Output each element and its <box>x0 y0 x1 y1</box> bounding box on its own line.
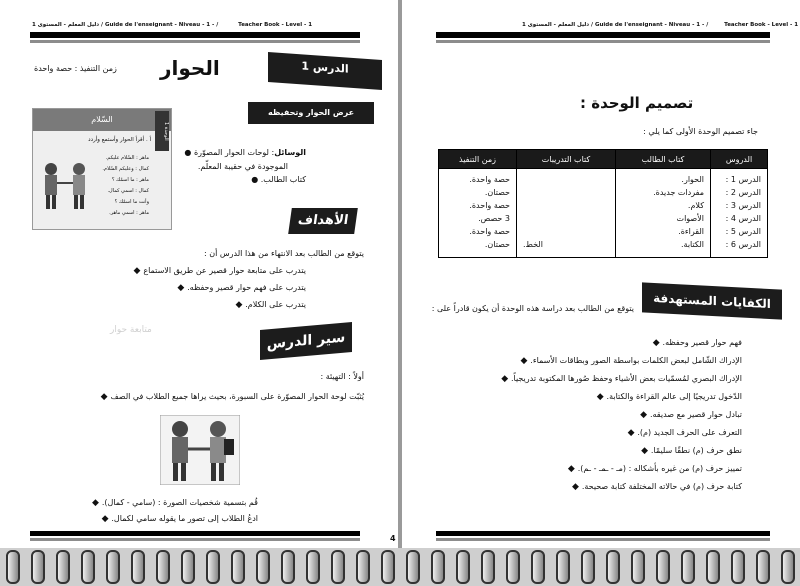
table-header: زمن التنفيذ <box>439 150 517 169</box>
coil-icon <box>231 550 245 584</box>
coil-icon <box>681 550 695 584</box>
left-header-ar: دليل المعلم - المستوى 1 / <box>32 22 104 28</box>
boys-greeting-illustration <box>35 159 97 211</box>
left-header-rule-2 <box>30 40 360 43</box>
coil-icon <box>106 550 120 584</box>
lessons-cell <box>711 169 768 258</box>
coil-icon <box>306 550 320 584</box>
goal-2: يتدرب على فهم حوار قصير وحفظه. ◆ <box>177 281 306 295</box>
competency-item: الإدراك الشّامل لبعض الكلمات بواسطة الصور وبطاقات الأسماء. ◆ <box>520 354 742 368</box>
table-header: كتاب الطالب <box>616 150 711 169</box>
section-present-ribbon: عرض الحوار وتحفيظه <box>248 102 374 124</box>
lesson-item: الدرس 2 : <box>725 188 761 197</box>
bullet-icon <box>184 148 194 157</box>
book-thumb-line: كمال : وعليكم السّلام. <box>102 166 149 172</box>
exercises-item <box>523 199 609 212</box>
table-header: كتاب التدريبات <box>517 150 616 169</box>
exercises-item: الخط. <box>523 240 543 249</box>
duration-item: حصتان. <box>484 240 510 249</box>
lesson-item: الدرس 3 : <box>725 201 761 210</box>
coil-icon <box>606 550 620 584</box>
right-header-en: Teacher Book - Level - 1 <box>724 22 799 28</box>
book-thumb-line: ماهر : السّلام عليكم. <box>105 155 149 161</box>
student-book-item: الحوار. <box>681 175 704 184</box>
duration-item: 3 حصص. <box>478 214 510 223</box>
lesson-item: الدرس 5 : <box>725 227 761 236</box>
book-thumb-line: كمال : اسمي كمال. <box>107 188 149 194</box>
left-header-en: Teacher Book - Level - 1 <box>238 22 313 28</box>
goal-3: يتدرب على الكلام. ◆ <box>235 298 306 312</box>
book-thumb-line: وأنت ما اسمُك ؟ <box>114 199 149 205</box>
coil-icon <box>56 550 70 584</box>
competency-item: فهم حوار قصير وحفظه. ◆ <box>653 336 742 350</box>
right-header <box>522 22 798 28</box>
goal-1: يتدرب على متابعة حوار قصير عن طريق الاستماع ◆ <box>134 264 306 278</box>
right-header-rule-2 <box>436 40 770 43</box>
means-item-1: : لوحات الحوار المصوّرة <box>193 148 275 157</box>
book-thumb-unit: الوحدة 1 <box>155 111 169 151</box>
coil-icon <box>281 550 295 584</box>
exercises-item <box>523 173 609 186</box>
coil-icon <box>31 550 45 584</box>
duration-item: حصتان. <box>484 188 510 197</box>
coil-icon <box>731 550 745 584</box>
student-book-item: مفردات جديدة. <box>653 188 704 197</box>
right-header-rule <box>436 32 770 38</box>
right-page <box>402 0 800 548</box>
unit-design-table <box>438 149 768 258</box>
lesson-title: الحوار <box>160 56 220 80</box>
table-header-row <box>439 150 768 169</box>
coil-icon <box>706 550 720 584</box>
coil-icon <box>156 550 170 584</box>
coil-icon <box>531 550 545 584</box>
goals-intro: يتوقع من الطالب بعد الانتهاء من هذا الدرس أن : <box>204 249 364 258</box>
lesson-item: الدرس 6 : <box>725 240 761 249</box>
watermark-text: متابعة حوار <box>110 325 152 335</box>
book-thumb-line: ماهر : اسمي ماهر. <box>109 210 149 216</box>
coil-icon <box>406 550 420 584</box>
competency-item: كتابة حرف (م) في حالاته المختلفة كتابة صحيحة. ◆ <box>572 480 742 494</box>
step1-heading: أولاً : التهيئة : <box>320 372 364 381</box>
coil-icon <box>431 550 445 584</box>
student-book-item: الكتابة. <box>681 240 704 249</box>
student-book-item: القراءة. <box>678 227 704 236</box>
page-number: 4 <box>390 534 396 543</box>
exercises-item <box>523 186 609 199</box>
competencies-intro: يتوقع من الطالب بعد دراسة هذه الوحدة أن يكون قادراً على : <box>431 304 634 313</box>
lesson-flow-ribbon: سير الدرس <box>260 322 352 360</box>
book-thumb-dialogue <box>102 153 149 219</box>
coil-icon <box>756 550 770 584</box>
means-item-2: الموجودة في حقيبة المعلّم. <box>197 162 288 171</box>
lesson-item: الدرس 1 : <box>725 175 761 184</box>
unit-design-title: تصميم الوحدة : <box>580 94 694 112</box>
coil-icon <box>556 550 570 584</box>
means-label: الوسائل <box>274 148 306 157</box>
coil-icon <box>631 550 645 584</box>
spiral-binding <box>0 548 800 586</box>
left-header-rule <box>30 32 360 38</box>
competency-item: نطق حرف (م) نطقًا سليمًا. ◆ <box>641 444 742 458</box>
book-thumb-title: السّلام <box>33 109 171 131</box>
coil-icon <box>656 550 670 584</box>
table-header: الدروس <box>711 150 768 169</box>
unit-design-intro: جاء تصميم الوحدة الأولى كما يلي : <box>643 127 758 136</box>
duration-item: حصة واحدة. <box>469 201 510 210</box>
exercises-item <box>523 225 609 238</box>
right-header-fr: Guide de l'enseignant - Niveau - 1 - / <box>594 22 709 28</box>
competency-item: تمييز حرف (م) من غيره بأشكاله : (مـ - ـمـ - ـم). ◆ <box>568 462 742 476</box>
student-book-cell <box>616 169 711 258</box>
right-footer-rule <box>436 531 770 536</box>
means-line-1 <box>184 146 306 159</box>
left-header <box>32 22 312 28</box>
coil-icon <box>331 550 345 584</box>
left-footer-rule <box>30 531 360 536</box>
means-item-3: كتاب الطالب. ● <box>251 173 306 186</box>
book-thumb-line: ماهر : ما اسمُك ؟ <box>111 177 149 183</box>
lesson-item: الدرس 4 : <box>725 214 761 223</box>
table-row <box>439 169 768 258</box>
coil-icon <box>256 550 270 584</box>
right-footer-rule-2 <box>436 538 770 541</box>
coil-icon <box>356 550 370 584</box>
coil-icon <box>456 550 470 584</box>
coil-icon <box>131 550 145 584</box>
lesson-duration: زمن التنفيذ : حصة واحدة <box>34 64 117 73</box>
right-header-ar: دليل المعلم - المستوى 1 / <box>522 22 594 28</box>
coil-icon <box>6 550 20 584</box>
goals-ribbon: الأهداف <box>288 208 358 234</box>
coil-icon <box>581 550 595 584</box>
competency-item: الإدراك البصري لمُسمّيات بعض الأشياء وحفظ صُورها المكتوبة تدريجياً. ◆ <box>501 372 742 386</box>
left-page <box>0 0 398 548</box>
student-book-thumbnail <box>32 108 172 230</box>
book-thumb-subheading: أ . أقرأ الحوار وأستمع وأردد <box>88 137 151 143</box>
duration-cell <box>439 169 517 258</box>
competency-item: التعرف على الحرف الجديد (م). ◆ <box>628 426 742 440</box>
coil-icon <box>381 550 395 584</box>
duration-item: حصة واحدة. <box>469 175 510 184</box>
coil-icon <box>781 550 795 584</box>
student-book-item: كلام. <box>687 201 704 210</box>
left-header-fr: Guide de l'enseignant - Niveau - 1 - / <box>104 22 219 28</box>
exercises-book-cell <box>517 169 616 258</box>
left-footer-rule-2 <box>30 538 360 541</box>
coil-icon <box>481 550 495 584</box>
lesson-badge: الدرس 1 <box>268 52 382 90</box>
coil-icon <box>181 550 195 584</box>
step1-item-2: قُم بتسمية شخصيات الصورة : (سامي - كمال). ◆ <box>92 496 258 510</box>
student-book-item: الأصوات <box>676 214 704 223</box>
step1-item-1: يُثبّت لوحة الحوار المصوّرة على السبورة، بحيث يراها جميع الطلاب في الصف ◆ <box>101 390 364 404</box>
competency-item: تبادل حوار قصير مع صديقه. ◆ <box>640 408 742 422</box>
coil-icon <box>206 550 220 584</box>
two-students-shaking-hands-image <box>160 415 240 485</box>
step1-item-3: ادعُ الطلاب إلى تصور ما يقوله سامي لكمال. ◆ <box>102 512 258 526</box>
exercises-item <box>523 212 609 225</box>
coil-icon <box>506 550 520 584</box>
competency-item: الدّخول تدريجيًا إلى عالم القراءة والكتابة. ◆ <box>597 390 742 404</box>
competencies-ribbon: الكفايات المستهدفة <box>642 282 782 319</box>
duration-item: حصة واحدة. <box>469 227 510 236</box>
coil-icon <box>81 550 95 584</box>
